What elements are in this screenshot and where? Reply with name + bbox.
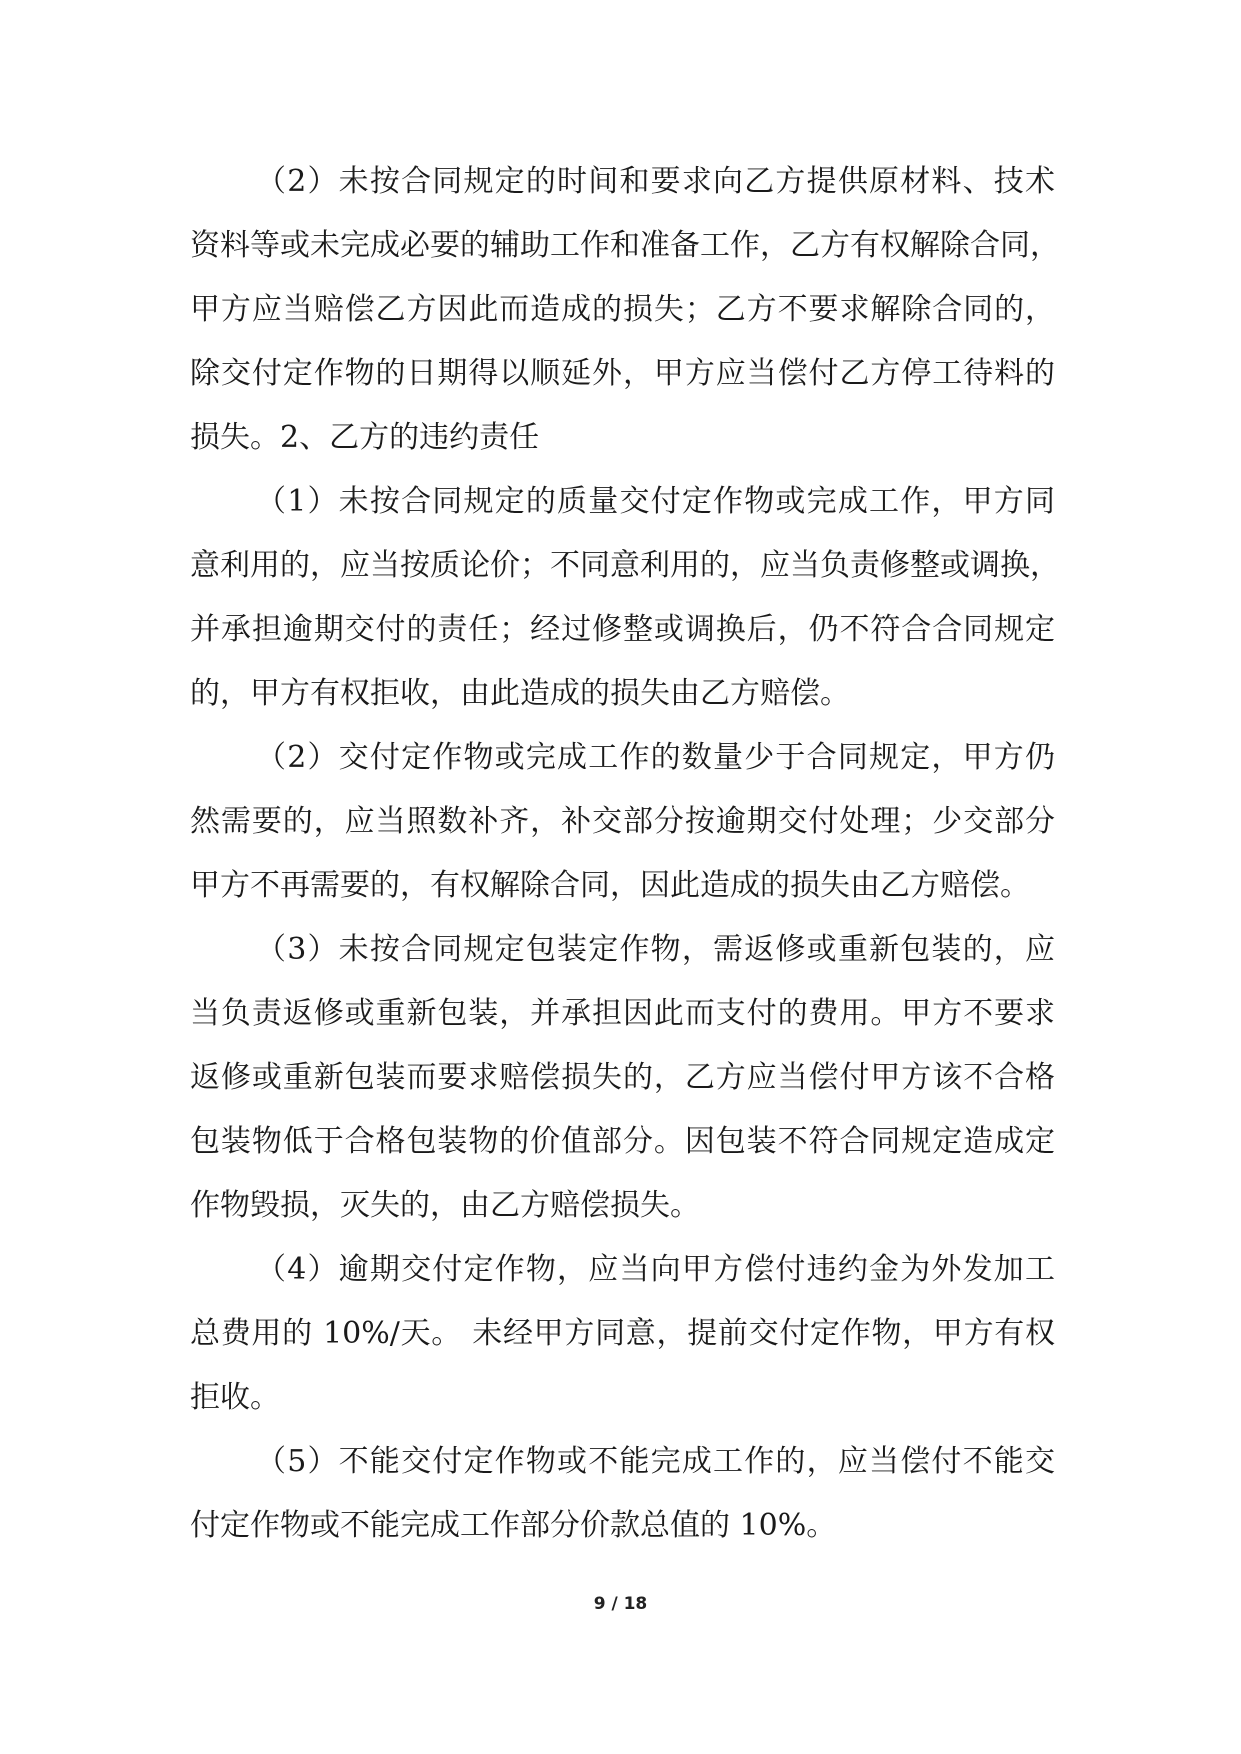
- text-line: 然需要的，应当照数补齐，补交部分按逾期交付处理；少交部分: [190, 804, 1055, 839]
- text-line: 意利用的，应当按质论价；不同意利用的，应当负责修整或调换，: [190, 548, 1060, 583]
- text-line: 返修或重新包装而要求赔偿损失的，乙方应当偿付甲方该不合格: [190, 1060, 1055, 1095]
- text-line: （2）交付定作物或完成工作的数量少于合同规定，甲方仍: [256, 740, 1055, 775]
- paragraph: [190, 470, 1060, 726]
- text-line: 损失。2、乙方的违约责任: [190, 420, 540, 455]
- text-line: 并承担逾期交付的责任；经过修整或调换后，仍不符合合同规定: [190, 612, 1055, 647]
- text-line: 甲方不再需要的，有权解除合同，因此造成的损失由乙方赔偿。: [190, 868, 1030, 903]
- paragraph: [190, 1430, 1055, 1558]
- text-line: 包装物低于合格包装物的价值部分。因包装不符合同规定造成定: [190, 1124, 1055, 1159]
- paragraph: [190, 918, 1055, 1238]
- text-line: （5）不能交付定作物或不能完成工作的，应当偿付不能交: [256, 1444, 1055, 1479]
- text-line: （4）逾期交付定作物，应当向甲方偿付违约金为外发加工: [256, 1252, 1055, 1287]
- text-line: 付定作物或不能完成工作部分价款总值的 10%。: [190, 1508, 837, 1543]
- text-line: （3）未按合同规定包装定作物，需返修或重新包装的，应: [256, 932, 1055, 967]
- text-line: 作物毁损，灭失的，由乙方赔偿损失。: [190, 1188, 700, 1223]
- document-body: [190, 150, 1060, 1558]
- paragraph: [190, 150, 1060, 470]
- paragraph: [190, 726, 1055, 918]
- text-line: 除交付定作物的日期得以顺延外，甲方应当偿付乙方停工待料的: [190, 356, 1055, 391]
- text-line: 资料等或未完成必要的辅助工作和准备工作，乙方有权解除合同，: [190, 228, 1060, 263]
- text-line: 拒收。: [190, 1380, 280, 1415]
- paragraph: [190, 1238, 1055, 1430]
- text-line: （1）未按合同规定的质量交付定作物或完成工作，甲方同: [256, 484, 1055, 519]
- page-number: 9 / 18: [593, 1594, 648, 1614]
- text-line: 甲方应当赔偿乙方因此而造成的损失；乙方不要求解除合同的，: [190, 292, 1055, 327]
- text-line: 的，甲方有权拒收，由此造成的损失由乙方赔偿。: [190, 676, 850, 711]
- text-line: 当负责返修或重新包装，并承担因此而支付的费用。甲方不要求: [190, 996, 1055, 1031]
- text-line: 总费用的 10%/天。 未经甲方同意，提前交付定作物，甲方有权: [190, 1316, 1055, 1351]
- text-line: （2）未按合同规定的时间和要求向乙方提供原材料、技术: [256, 164, 1055, 199]
